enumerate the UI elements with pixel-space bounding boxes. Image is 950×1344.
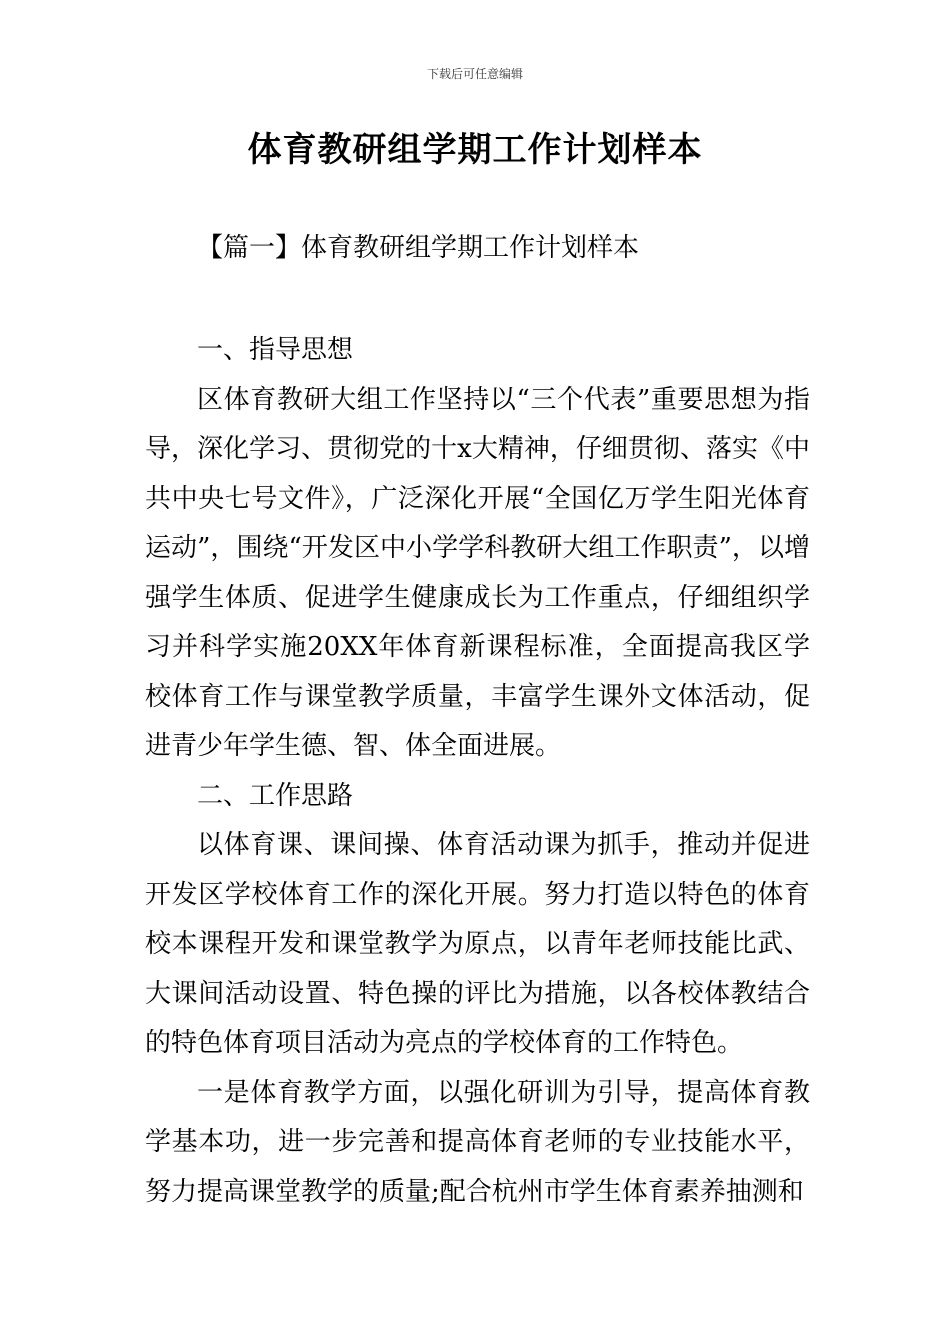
paragraph-work-approach: 以体育课、课间操、体育活动课为抓手，推动并促进开发区学校体育工作的深化开展。努力打造以特色的体育校本课程开发和课堂教学为原点，以青年老师技能比武、大课间活动设置、特色操的评比为措施，以各校体教结合的特色体育项目活动为亮点的学校体育的工作特色。 <box>145 830 810 1058</box>
document-title: 体育教研组学期工作计划样本 <box>247 130 703 170</box>
paragraph-teaching: 一是体育教学方面，以强化研训为引导，提高体育教学基本功，进一步完善和提高体育老师的专业技能水平，努力提高课堂教学的质量;配合杭州市学生体育素养抽测和 <box>145 1077 810 1207</box>
header-note: 下载后可任意编辑 <box>426 67 523 81</box>
document-body <box>145 326 810 1217</box>
paragraph-guiding-ideology: 区体育教研大组工作坚持以“三个代表”重要思想为指导，深化学习、贯彻党的十x大精神，仔细贯彻、落实《中共中央七号文件》，广泛深化开展“全国亿万学生阳光体育运动”，围绕“开发区中小学学科教研大组工作职责”，以增强学生体质、促进学生健康成长为工作重点，仔细组织学习并科学实施20XX年体育新课程标准，全面提高我区学校体育工作与课堂教学质量，丰富学生课外文体活动，促进青少年学生德、智、体全面进展。 <box>145 384 810 761</box>
heading-work-approach: 二、工作思路 <box>197 780 354 811</box>
heading-guiding-ideology: 一、指导思想 <box>197 335 354 365</box>
section-subtitle: 【篇一】体育教研组学期工作计划样本 <box>197 233 640 263</box>
